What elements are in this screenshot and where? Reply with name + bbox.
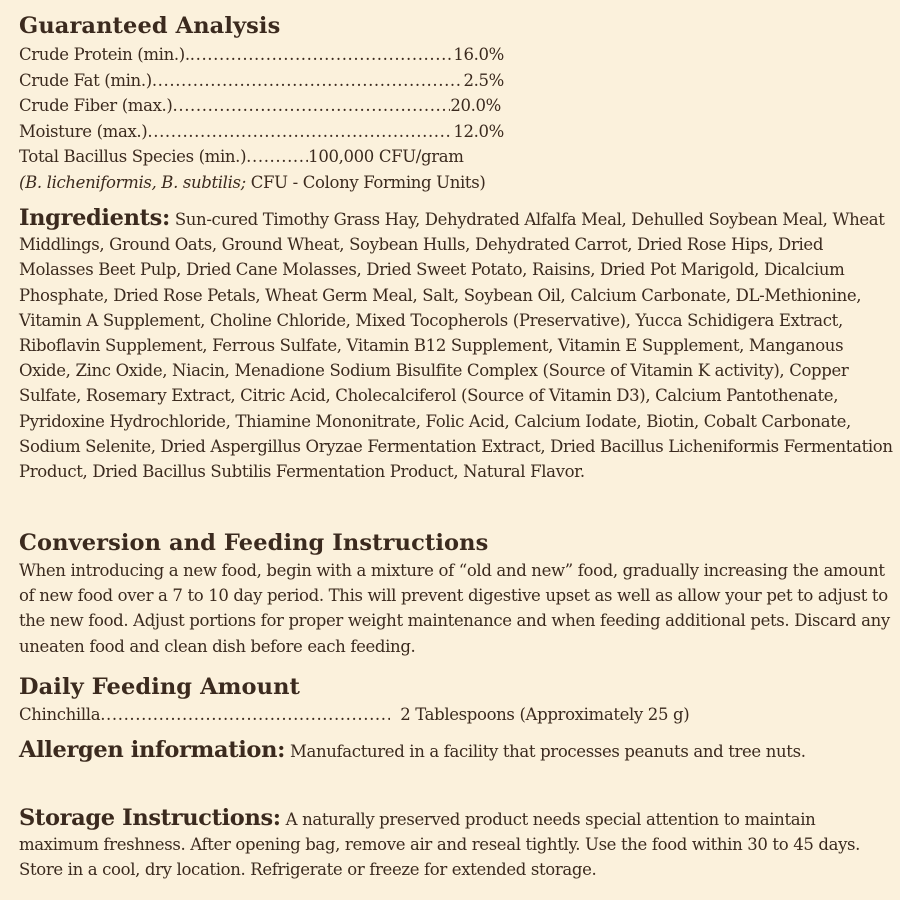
allergen-text: Manufactured in a facility that processes peanuts and tree nuts. (289, 742, 806, 761)
dot-leader (190, 42, 454, 68)
dot-leader (152, 68, 464, 94)
analysis-footnote (19, 170, 892, 196)
storage-section (19, 806, 879, 883)
analysis-label: Crude Protein (min.). (19, 45, 190, 64)
daily-feeding-title: Daily Feeding Amount (19, 674, 301, 700)
analysis-row-crude-fat (19, 68, 504, 94)
dot-leader (246, 144, 308, 170)
guaranteed-analysis-section (19, 10, 892, 195)
conversion-text: When introducing a new food, begin with a mixture of “old and new” food, gradually increasing the amount of new food over a 7 to 10 day period. This will prevent digestive upset as well as allow your pet to adjust to the new food. Adjust portions for proper weight maintenance and when feeding additional pets. Discard any uneaten food and clean dish before each feeding. (19, 561, 890, 656)
footnote-close: ) (479, 172, 486, 192)
conversion-section (19, 528, 899, 659)
feeding-label: Chinchilla (19, 705, 101, 724)
ingredients-section (19, 206, 894, 484)
analysis-value: 100,000 CFU/gram (308, 147, 464, 166)
feeding-row-chinchilla (19, 702, 759, 728)
storage-title: Storage Instructions: (19, 805, 281, 831)
dot-leader (173, 93, 451, 119)
analysis-label: Moisture (max.) (19, 121, 148, 141)
storage-text: A naturally preserved product needs special attention to maintain maximum freshness. After opening bag, remove air and reseal tightly. Use the food within 30 to 45 days. Store in a cool, dry location. Refrigerate or freeze for extended storage. (19, 810, 861, 880)
allergen-title: Allergen information: (19, 737, 286, 763)
ingredients-title: Ingredients: (19, 205, 170, 231)
footnote-text: CFU - Colony Forming Units (245, 172, 480, 192)
analysis-row-bacillus (19, 144, 504, 170)
analysis-label: Total Bacillus Species (min.) (19, 147, 247, 166)
analysis-row-moisture (19, 119, 504, 145)
analysis-label: Crude Fat (min.) (19, 70, 152, 90)
analysis-value: 12.0% (453, 121, 504, 141)
analysis-label: Crude Fiber (max.) (19, 96, 173, 115)
analysis-value: 2.5% (463, 70, 504, 90)
ingredients-text: Sun-cured Timothy Grass Hay, Dehydrated Alfalfa Meal, Dehulled Soybean Meal, Wheat Middlings, Ground Oats, Ground Wheat, Soybean Hulls, Dehydrated Carrot, Dried Rose Hips, Dried Molasses Beet Pulp, Dried Cane Molasses, Dried Sweet Potato, Raisins, Dried Pot Marigold, Dicalcium Phosphate, Dried Rose Petals, Wheat Germ Meal, Salt, Soybean Oil, Calcium Carbonate, DL-Methionine, Vitamin A Supplement, Choline Chloride, Mixed Tocopherols (Preservative), Yucca Schidigera Extract, Riboflavin Supplement, Ferrous Sulfate, Vitamin B12 Supplement, Vitamin E Supplement, Manganous Oxide, Zinc Oxide, Niacin, Menadione Sodium Bisulfite Complex (Source of Vitamin K activity), Copper Sulfate, Rosemary Extract, Citric Acid, Cholecalciferol (Source of Vitamin D3), Calcium Pantothenate, Pyridoxine Hydrochloride, Thiamine Mononitrate, Folic Acid, Calcium Iodate, Biotin, Cobalt Carbonate, Sodium Selenite, Dried Aspergillus Oryzae Fermentation Extract, Dried Bacillus Licheniformis Fermentation Product, Dried Bacillus Subtilis Fermentation Product, Natural Flavor. (19, 210, 893, 482)
guaranteed-analysis-title: Guaranteed Analysis (19, 13, 281, 39)
dot-leader (147, 119, 453, 145)
analysis-value: 20.0% (450, 96, 501, 115)
analysis-value: 16.0% (453, 45, 504, 64)
footnote-italic: (B. licheniformis, B. subtilis; (19, 172, 246, 192)
dot-leader (100, 702, 390, 728)
daily-feeding-section (19, 672, 892, 728)
conversion-title: Conversion and Feeding Instructions (19, 530, 489, 556)
analysis-row-crude-fiber (19, 93, 501, 119)
feeding-value: 2 Tablespoons (Approximately 25 g) (400, 705, 690, 724)
allergen-section (19, 738, 839, 764)
analysis-row-crude-protein (19, 42, 504, 68)
